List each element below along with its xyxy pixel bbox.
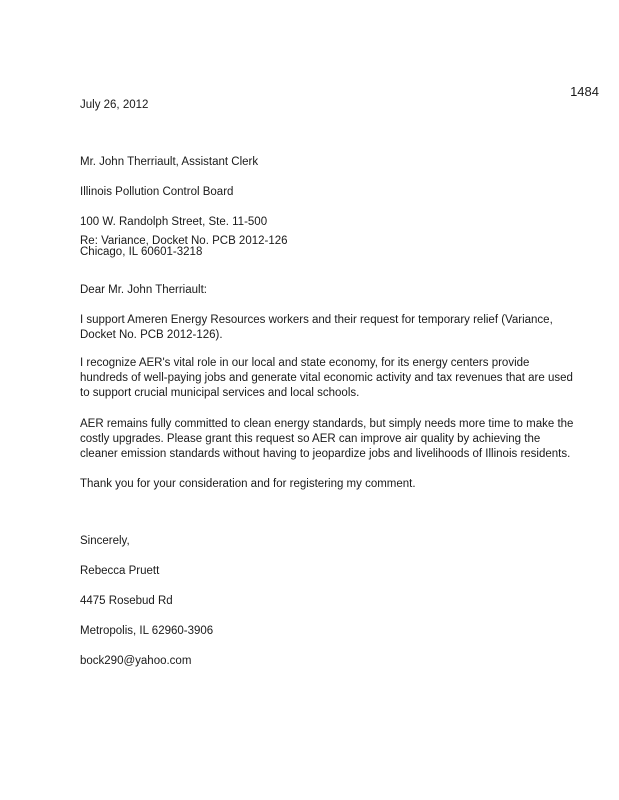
body-paragraph-thanks: Thank you for your consideration and for registering my comment. — [80, 478, 416, 490]
recipient-name: Mr. John Therriault, Assistant Clerk — [80, 156, 259, 168]
body-paragraph-support: I support Ameren Energy Resources workers and their request for temporary relief (Variance, Docket No. PCB 2012-126). — [80, 314, 553, 341]
recipient-organization: Illinois Pollution Control Board — [80, 186, 234, 198]
sender-street: 4475 Rosebud Rd — [80, 595, 173, 607]
recipient-address — [80, 140, 580, 275]
signature-block — [80, 519, 580, 684]
salutation: Dear Mr. John Therriault: — [80, 284, 207, 296]
page-number: 1484 — [570, 84, 599, 99]
sender-name: Rebecca Pruett — [80, 565, 160, 577]
subject-line: Re: Variance, Docket No. PCB 2012-126 — [80, 235, 288, 247]
body-paragraph-economy: I recognize AER's vital role in our local and state economy, for its energy centers provide hundreds of well-paying jobs and generate vital economic activity and tax revenues that are used to support crucial municipal services and local schools. — [80, 357, 573, 399]
letter-date: July 26, 2012 — [80, 99, 149, 111]
closing: Sincerely, — [80, 535, 130, 547]
body-paragraph-request: AER remains fully committed to clean energy standards, but simply needs more time to make the costly upgrades. Please grant this request so AER can improve air quality by achieving the cleaner emission standards without having to jeopardize jobs and livelihoods of Illinois residents. — [80, 418, 574, 460]
sender-city: Metropolis, IL 62960-3906 — [80, 625, 214, 637]
recipient-city: Chicago, IL 60601-3218 — [80, 246, 203, 258]
sender-email: bock290@yahoo.com — [80, 655, 192, 667]
recipient-street: 100 W. Randolph Street, Ste. 11-500 — [80, 216, 268, 228]
